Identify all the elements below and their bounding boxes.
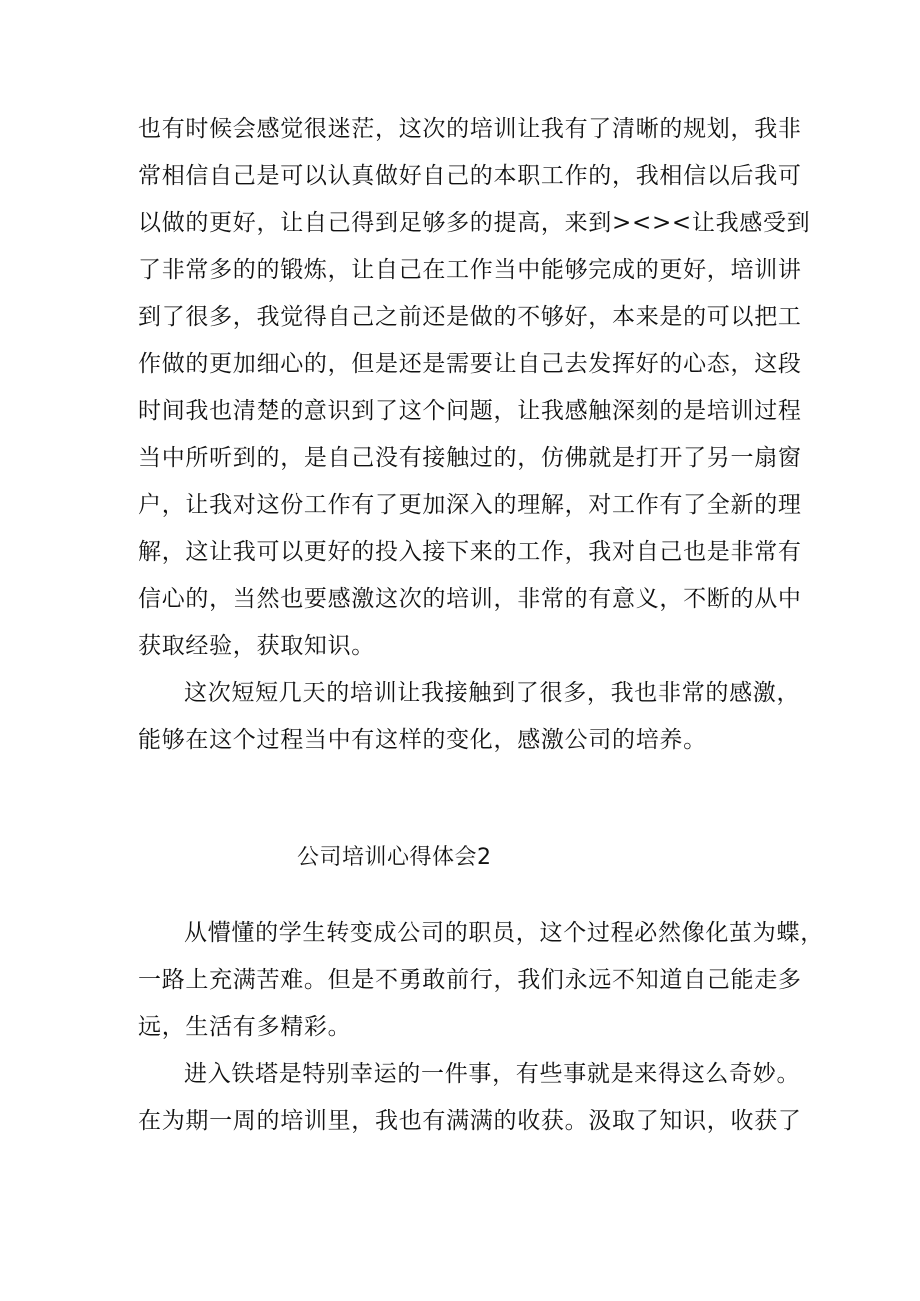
paragraph-experience <box>138 1051 802 1145</box>
text-line: 时间我也清楚的意识到了这个问题，让我感触深刻的是培训过程 <box>138 398 802 424</box>
text-line: 从懵懂的学生转变成公司的职员，这个过程必然像化茧为蝶， <box>184 920 824 946</box>
paragraph-continued <box>138 106 811 670</box>
text-line: 进入铁塔是特别幸运的一件事，有些事就是来得这么奇妙。 <box>184 1061 801 1087</box>
text-line: 在为期一周的培训里，我也有满满的收获。汲取了知识，收获了 <box>138 1108 802 1134</box>
text-line: 信心的，当然也要感激这次的培训，非常的有意义，不断的从中 <box>138 586 802 612</box>
body-text-top <box>138 106 811 764</box>
text-line: 以做的更好，让自己得到足够多的提高，来到><><让我感受到 <box>138 210 811 236</box>
text-line: 一路上充满苦难。但是不勇敢前行，我们永远不知道自己能走多 <box>138 967 802 993</box>
text-line: 户，让我对这份工作有了更加深入的理解，对工作有了全新的理 <box>138 492 802 518</box>
text-line: 常相信自己是可以认真做好自己的本职工作的，我相信以后我可 <box>138 163 802 189</box>
text-line: 获取经验，获取知识。 <box>138 633 375 659</box>
text-line: 这次短短几天的培训让我接触到了很多，我也非常的感激， <box>184 680 801 706</box>
text-line: 能够在这个过程当中有这样的变化，感激公司的培养。 <box>138 727 707 753</box>
text-line: 解，这让我可以更好的投入接下来的工作，我对自己也是非常有 <box>138 539 802 565</box>
text-line: 了非常多的的锻炼，让自己在工作当中能够完成的更好，培训讲 <box>138 257 802 283</box>
text-line: 作做的更加细心的，但是还是需要让自己去发挥好的心态，这段 <box>138 351 802 377</box>
section-title: 公司培训心得体会2 <box>297 845 492 870</box>
body-text-bottom <box>138 910 824 1145</box>
paragraph-closing <box>138 670 801 764</box>
text-line: 远，生活有多精彩。 <box>138 1014 352 1040</box>
text-line: 当中所听到的，是自己没有接触过的，仿佛就是打开了另一扇窗 <box>138 445 802 471</box>
paragraph-intro <box>138 910 824 1051</box>
text-line: 到了很多，我觉得自己之前还是做的不够好，本来是的可以把工 <box>138 304 802 330</box>
text-line: 也有时候会感觉很迷茫，这次的培训让我有了清晰的规划，我非 <box>138 116 802 142</box>
